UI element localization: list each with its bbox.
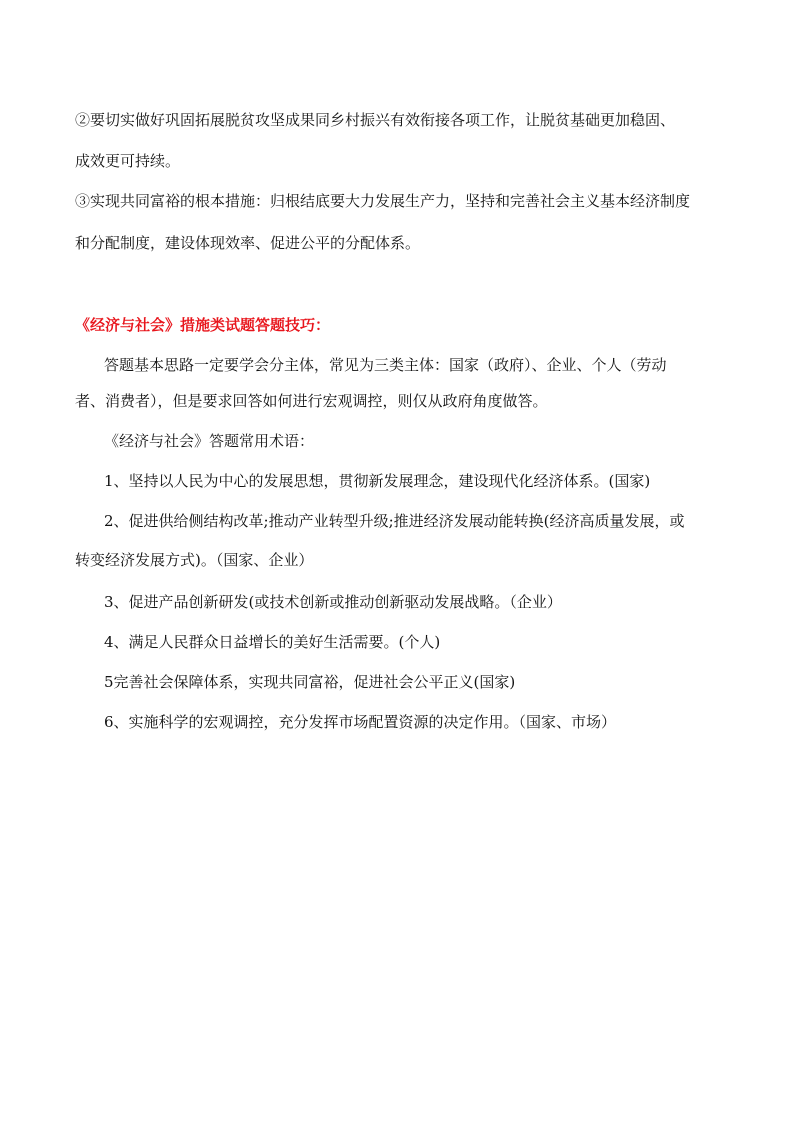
intro-line-2: 者、消费者），但是要求回答如何进行宏观调控，则仅从政府角度做答。 [75,392,548,410]
item-3-line-1: ③实现共同富裕的根本措施：归根结底要大力发展生产力，坚持和完善社会主义基本经济制度 [75,192,691,210]
section-heading: 《经济与社会》措施类试题答题技巧： [75,316,331,334]
term-6: 6、实施科学的宏观调控，充分发挥市场配置资源的决定作用。（国家、市场） [104,713,617,731]
term-1: 1、坚持以人民为中心的发展思想，贯彻新发展理念，建设现代化经济体系。(国家) [104,472,651,490]
term-3: 3、促进产品创新研发(或技术创新或推动创新驱动发展战略。（企业） [104,593,562,611]
term-2-line-2: 转变经济发展方式)。（国家、企业） [75,551,314,569]
item-3-line-2: 和分配制度，建设体现效率、促进公平的分配体系。 [75,234,421,252]
term-4: 4、满足人民群众日益增长的美好生活需要。(个人) [104,633,441,651]
intro-line-1: 答题基本思路一定要学会分主体，常见为三类主体：国家（政府）、企业、个人（劳动 [104,356,667,374]
terms-title: 《经济与社会》答题常用术语： [104,432,315,450]
item-2-line-2: 成效更可持续。 [75,152,181,170]
term-2-line-1: 2、促进供给侧结构改革;推动产业转型升级;推进经济发展动能转换(经济高质量发展，或 [104,512,685,530]
term-5: 5完善社会保障体系，实现共同富裕，促进社会公平正义(国家) [104,673,516,691]
item-2-line-1: ②要切实做好巩固拓展脱贫攻坚成果同乡村振兴有效衔接各项工作，让脱贫基础更加稳固、 [75,111,676,129]
